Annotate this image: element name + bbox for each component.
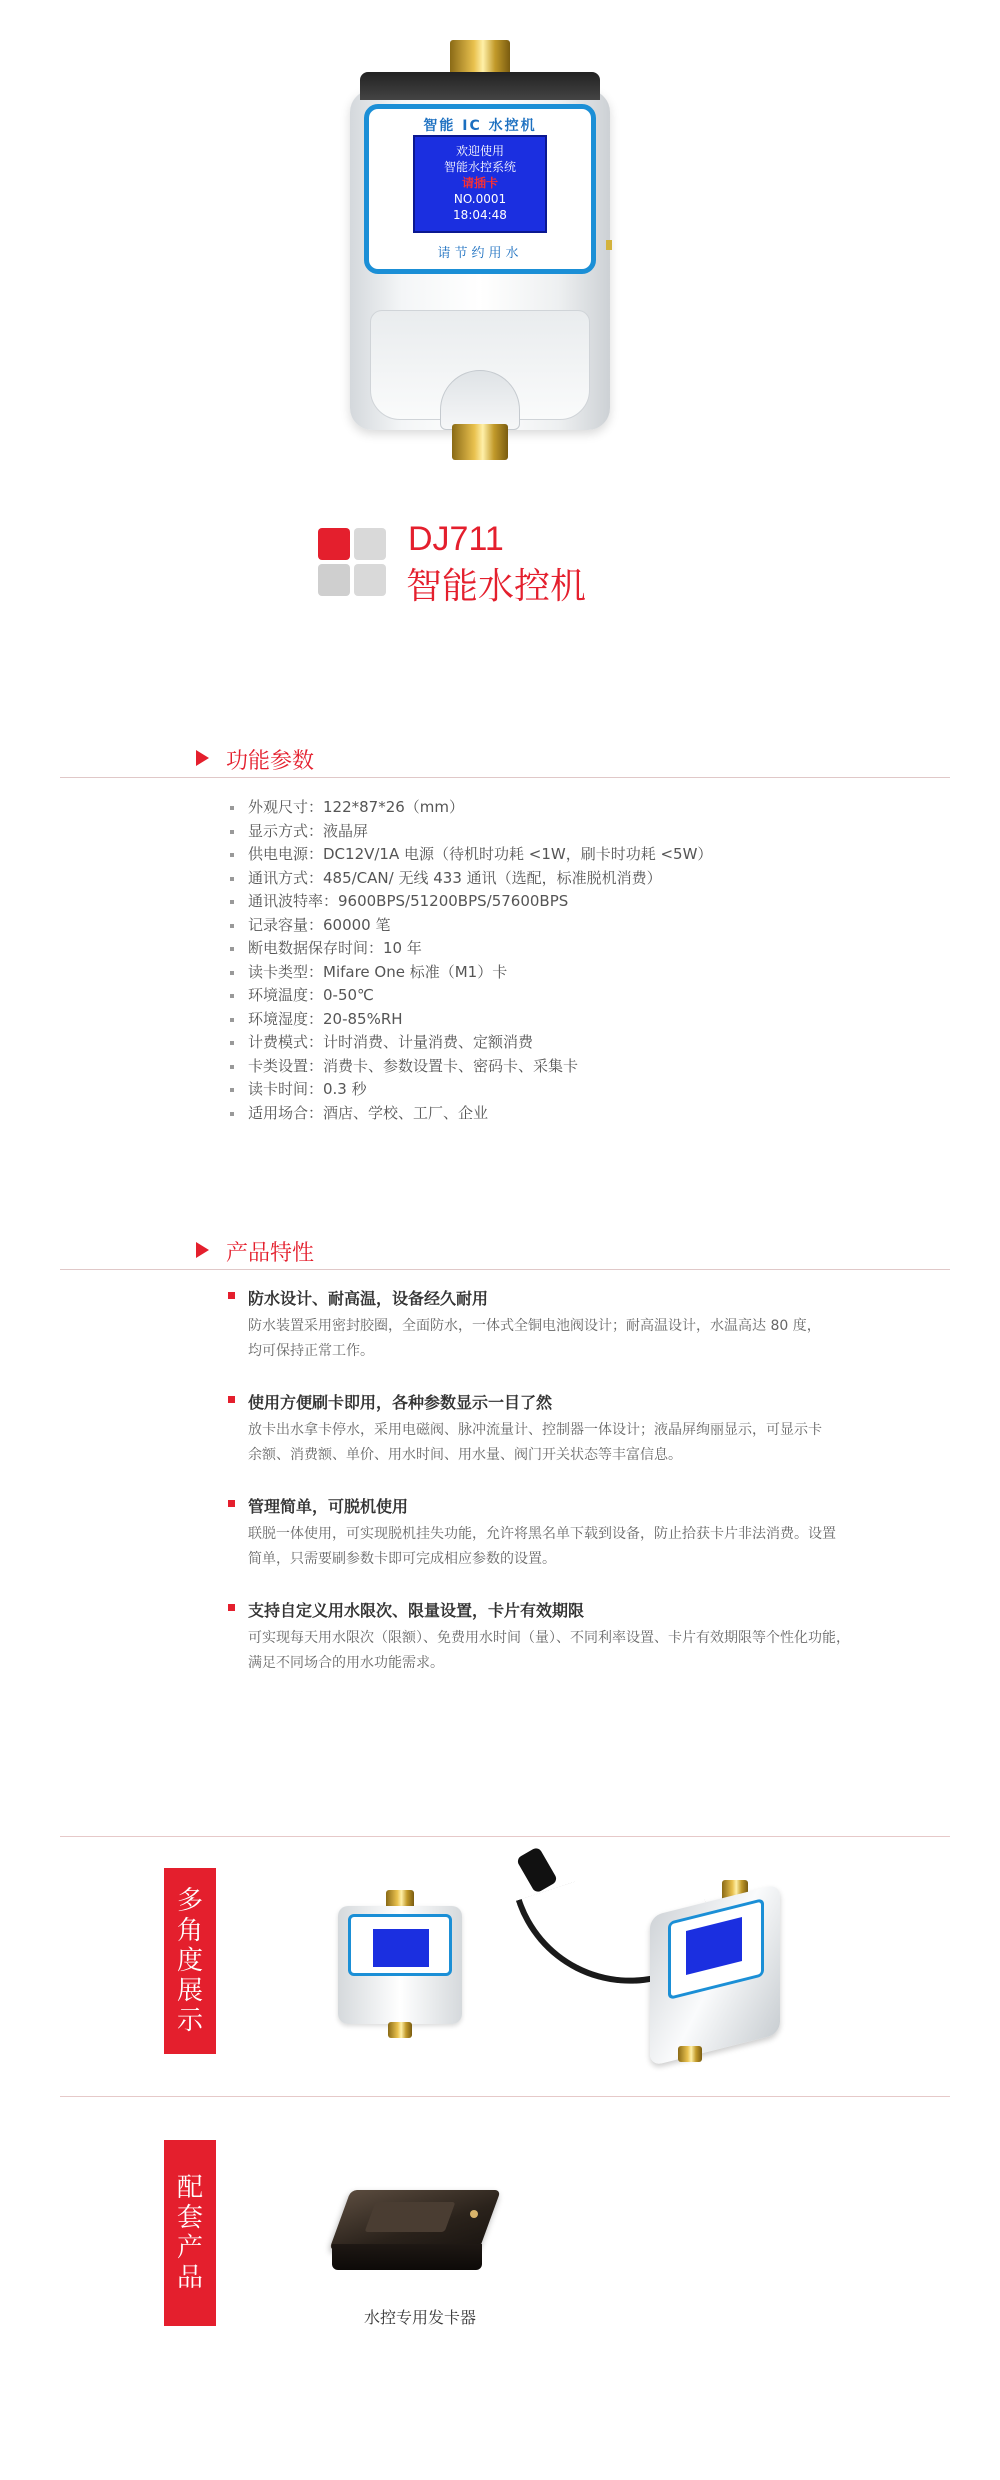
device-front-panel (364, 104, 596, 274)
param-item: 卡类设置：消费卡、参数设置卡、密码卡、采集卡 (228, 1055, 928, 1079)
square-bullet-icon (230, 1088, 234, 1092)
param-item: 供电电源：DC12V/1A 电源（待机时功耗 <1W，刷卡时功耗 <5W） (228, 843, 928, 867)
feature-description: 放卡出水拿卡停水，采用电磁阀、脉冲流量计、控制器一体设计；液晶屏绚丽显示，可显示卡 余额、消费额、单价、用水时间、用水量、阀门开关状态等丰富信息。 (248, 1422, 822, 1463)
screen-line-2: 智能水控系统 (443, 160, 516, 174)
lcd-screen (373, 1929, 429, 1967)
panel-title: 智能 IC 水控机 (423, 118, 537, 134)
device-front-panel (348, 1914, 452, 1976)
cable-plug (516, 1846, 559, 1894)
section-divider (60, 1836, 950, 1837)
views-section-tag: 多 角 度 展 示 (164, 1868, 216, 2054)
logo-square-grey (354, 564, 386, 596)
square-bullet-icon (230, 1065, 234, 1069)
device-top-cap (360, 72, 600, 100)
square-bullet-icon (230, 806, 234, 810)
square-bullet-icon (230, 924, 234, 928)
outlet-fitting (452, 424, 508, 460)
feature-title: 防水设计、耐高温，设备经久耐用 (248, 1289, 489, 1308)
params-section-title: 功能参数 (226, 749, 315, 774)
panel-footer: 请节约用水 (437, 246, 523, 261)
product-name: 智能水控机 (406, 566, 587, 607)
square-bullet-icon (230, 947, 234, 951)
side-pin (606, 240, 612, 250)
outlet-fitting (678, 2046, 702, 2062)
feature-description: 可实现每天用水限次（限额）、免费用水时间（量）、不同利率设置、卡片有效期限等个性化功能， 满足不同场合的用水功能需求。 (248, 1630, 850, 1671)
square-bullet-icon (230, 971, 234, 975)
hero-product-image (340, 40, 620, 460)
feature-description: 防水装置采用密封胶圈，全面防水，一体式全铜电池阀设计；耐高温设计，水温高达 80 度， 均可保持正常工作。 (248, 1318, 821, 1359)
square-bullet-icon (230, 853, 234, 857)
param-item: 断电数据保存时间：10 年 (228, 937, 928, 961)
triangle-bullet-icon (196, 750, 209, 766)
outlet-fitting (388, 2022, 412, 2038)
square-bullet-icon (230, 830, 234, 834)
reader-logo-icon (470, 2210, 478, 2218)
features-section-title: 产品特性 (226, 1241, 315, 1266)
square-bullet-icon (228, 1292, 235, 1299)
screen-line-1: 欢迎使用 (455, 144, 504, 158)
params-list (228, 796, 928, 1125)
accessory-caption: 水控专用发卡器 (363, 2308, 476, 2327)
square-bullet-icon (228, 1604, 235, 1611)
logo-square-grey (318, 564, 350, 596)
param-item: 计费模式：计时消费、计量消费、定额消费 (228, 1031, 928, 1055)
feature-title: 管理简单，可脱机使用 (248, 1497, 409, 1516)
lcd-screen (413, 135, 547, 233)
square-bullet-icon (230, 1041, 234, 1045)
section-divider (60, 2096, 950, 2097)
param-item: 记录容量：60000 笔 (228, 914, 928, 938)
square-bullet-icon (230, 994, 234, 998)
square-bullet-icon (228, 1396, 235, 1403)
device-front-view-image (330, 1890, 470, 2040)
feature-title: 支持自定义用水限次、限量设置，卡片有效期限 (248, 1601, 585, 1620)
triangle-bullet-icon (196, 1242, 209, 1258)
screen-time: 18:04:48 (453, 208, 507, 222)
feature-description: 联脱一体使用，可实现脱机挂失功能，允许将黑名单下载到设备，防止拾获卡片非法消费。设置 简单，只需要刷参数卡即可完成相应参数的设置。 (248, 1526, 836, 1567)
param-item: 环境温度：0-50℃ (228, 984, 928, 1008)
reader-card-area (365, 2202, 456, 2232)
param-item: 通讯波特率：9600BPS/51200BPS/57600BPS (228, 890, 928, 914)
param-item: 读卡时间：0.3 秒 (228, 1078, 928, 1102)
param-item: 读卡类型：Mifare One 标准（M1）卡 (228, 961, 928, 985)
square-bullet-icon (230, 900, 234, 904)
params-section-header (60, 742, 950, 778)
screen-number: NO.0001 (453, 192, 507, 206)
square-bullet-icon (230, 1112, 234, 1116)
accessories-section-tag: 配 套 产 品 (164, 2140, 216, 2326)
param-item: 通讯方式：485/CAN/ 无线 433 通讯（选配，标准脱机消费） (228, 867, 928, 891)
feature-title: 使用方便刷卡即用，各种参数显示一目了然 (248, 1393, 553, 1412)
param-item: 外观尺寸：122*87*26（mm） (228, 796, 928, 820)
reader-front-edge (332, 2244, 482, 2270)
square-bullet-icon (230, 877, 234, 881)
square-bullet-icon (230, 1018, 234, 1022)
param-item: 显示方式：液晶屏 (228, 820, 928, 844)
screen-status: 请插卡 (461, 176, 498, 190)
param-item: 环境湿度：20-85%RH (228, 1008, 928, 1032)
square-bullet-icon (228, 1500, 235, 1507)
param-item: 适用场合：酒店、学校、工厂、企业 (228, 1102, 928, 1126)
device-angled-view-image (510, 1850, 800, 2070)
card-reader-image (330, 2180, 500, 2300)
features-section-header (60, 1234, 950, 1270)
product-model: DJ711 (408, 520, 504, 558)
logo-square-red (318, 528, 350, 560)
logo-square-grey (354, 528, 386, 560)
